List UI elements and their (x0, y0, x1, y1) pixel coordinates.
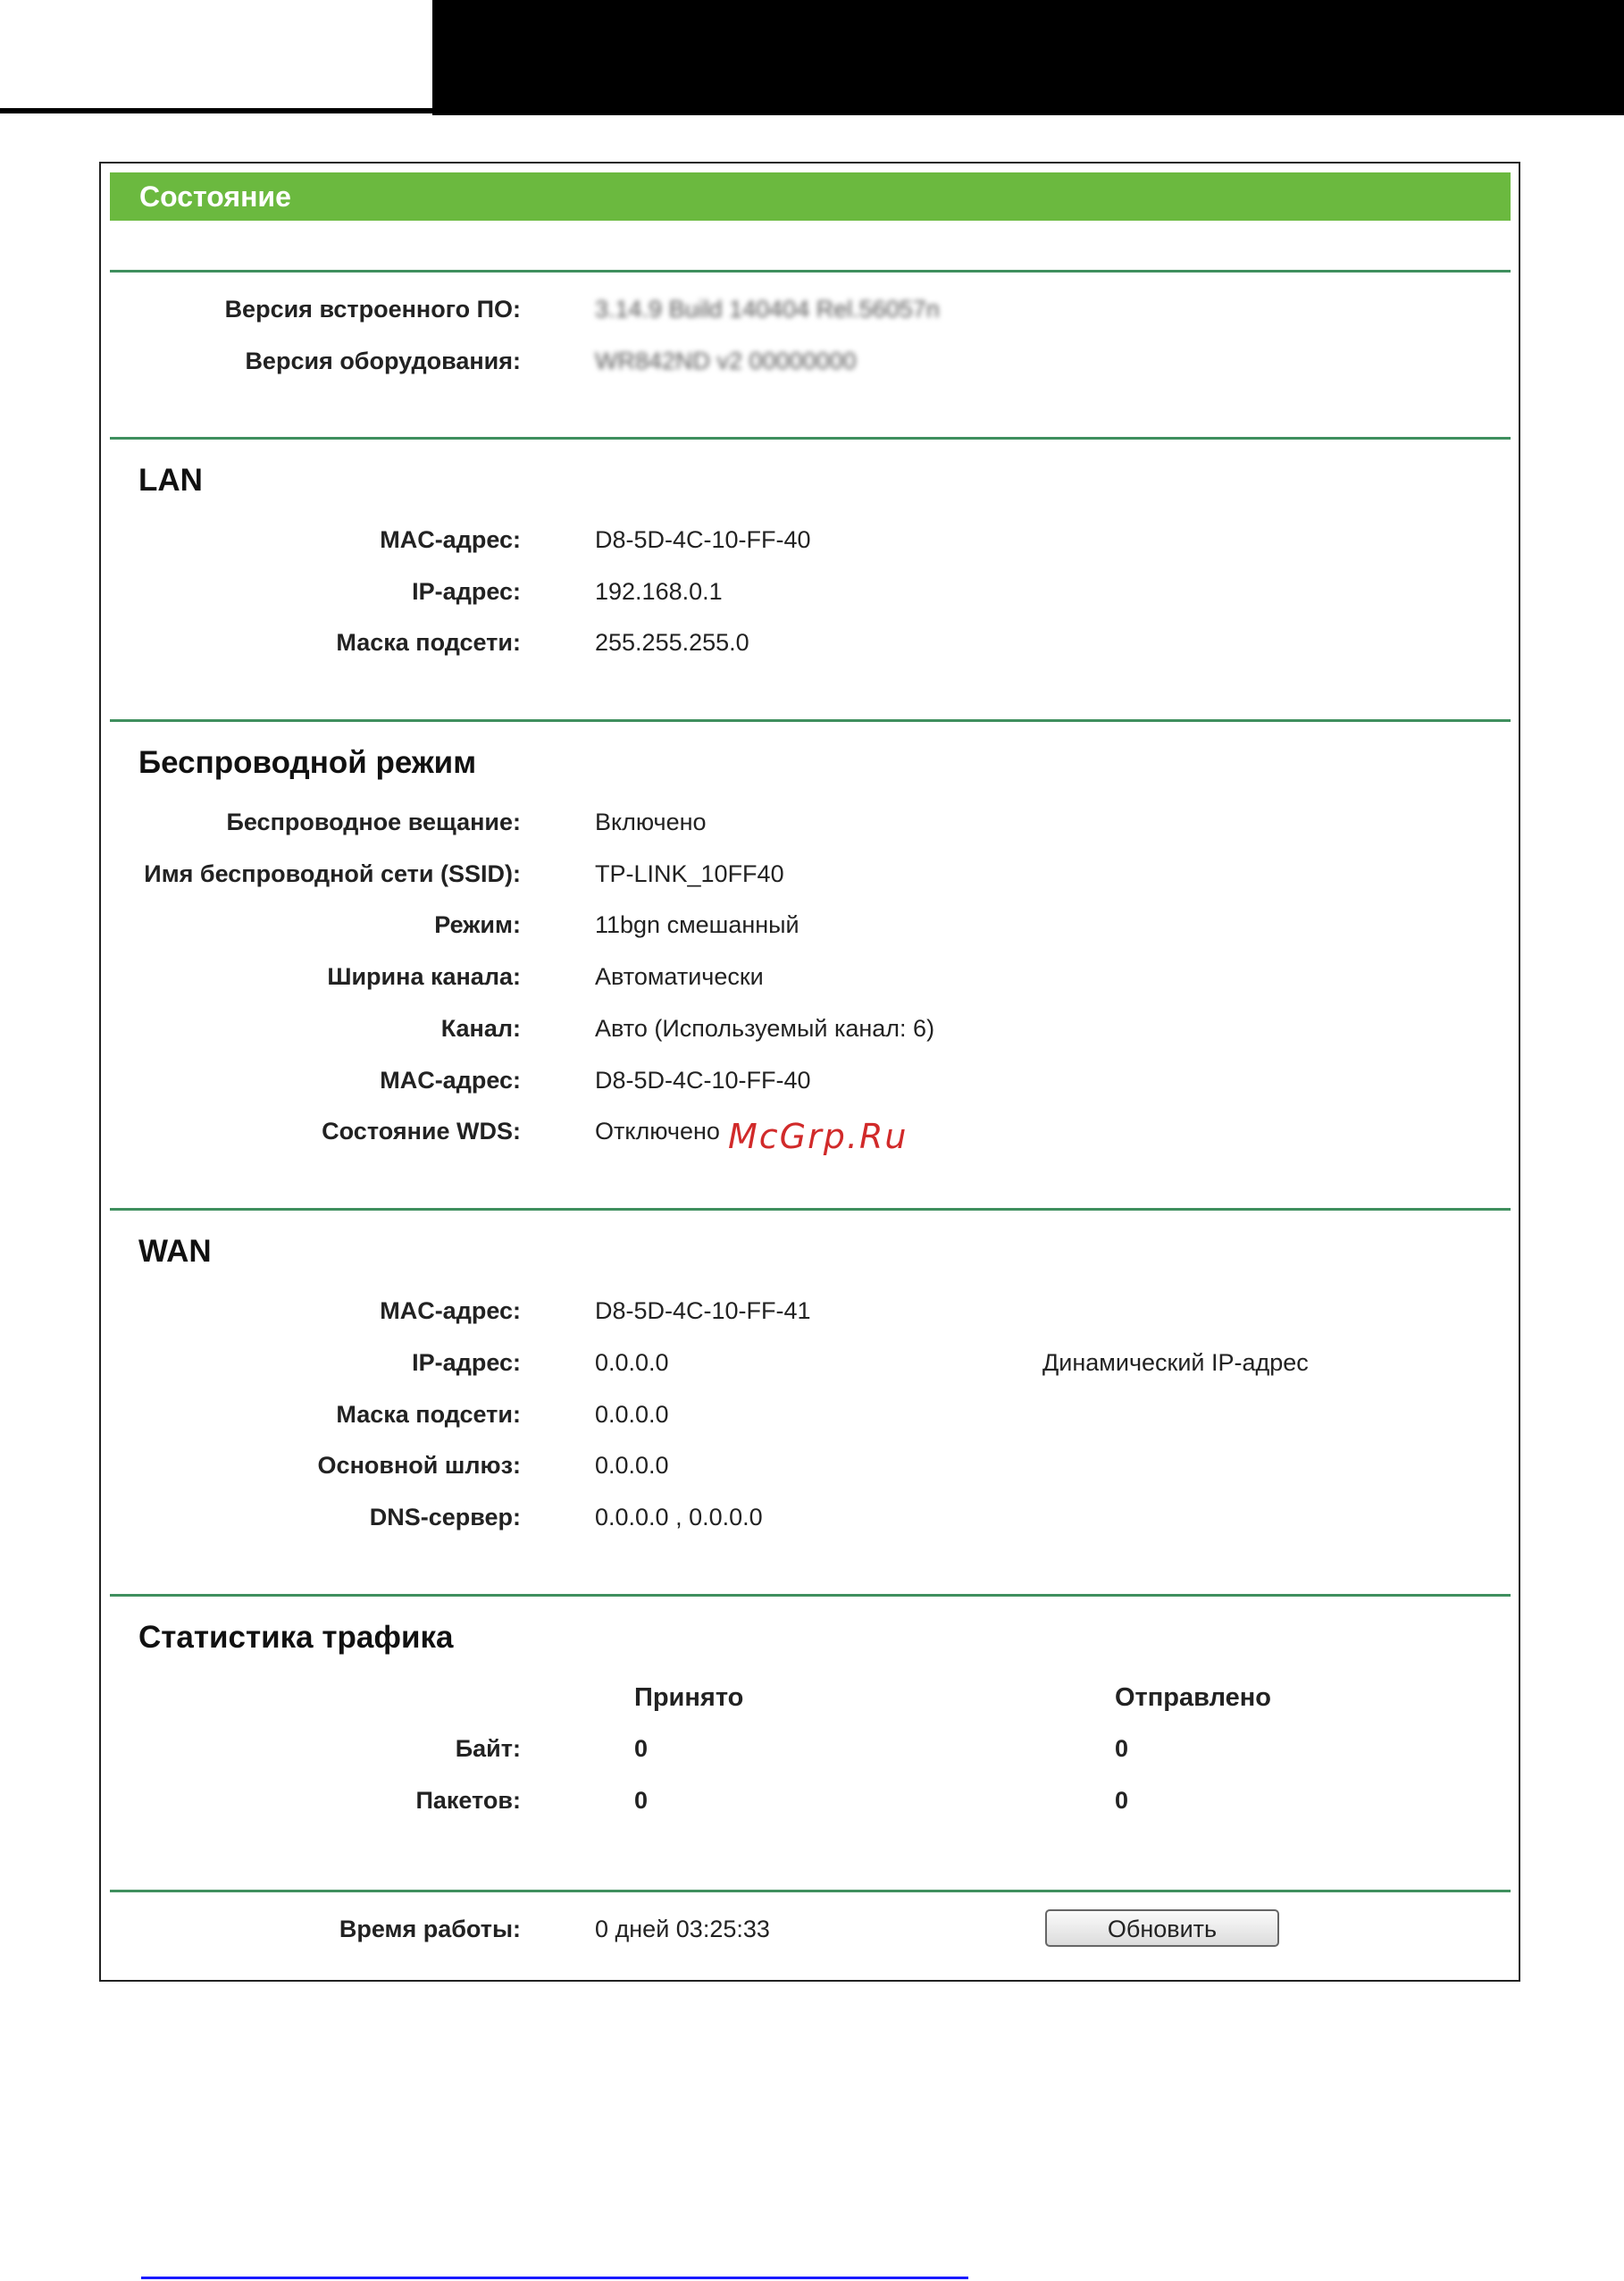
status-panel (99, 162, 1520, 1982)
watermark-text: McGrp.Ru (728, 1117, 908, 1156)
traffic-section-title: Статистика трафика (138, 1620, 454, 1655)
wireless-wds-value: Отключено (595, 1118, 720, 1145)
packets-sent-value: 0 (1115, 1787, 1129, 1814)
wireless-channel-value: Авто (Используемый канал: 6) (595, 1015, 935, 1042)
wan-dns-value: 0.0.0.0 , 0.0.0.0 (595, 1504, 763, 1530)
lan-ip-label: IP-адрес: (412, 578, 521, 605)
wan-ip-type: Динамический IP-адрес (1042, 1349, 1309, 1376)
wireless-channel-width-value: Автоматически (595, 963, 764, 990)
sent-column-header: Отправлено (1115, 1683, 1271, 1712)
lan-mac-label: MAC-адрес: (380, 526, 521, 553)
received-column-header: Принято (634, 1683, 744, 1712)
header-left-block (0, 0, 432, 113)
hardware-version-label: Версия оборудования: (245, 348, 521, 374)
firmware-version-value: 3.14.9 Build 140404 Rel.56057n (595, 296, 940, 323)
status-title: Состояние (110, 172, 1511, 221)
wan-mac-label: MAC-адрес: (380, 1297, 521, 1324)
hardware-version-value: WR842ND v2 00000000 (595, 348, 857, 374)
firmware-version-label: Версия встроенного ПО: (224, 296, 521, 323)
uptime-label: Время работы: (339, 1916, 521, 1942)
wan-section-title: WAN (138, 1234, 212, 1269)
packets-received-value: 0 (634, 1787, 649, 1814)
wan-gateway-value: 0.0.0.0 (595, 1452, 669, 1479)
lan-mac-value: D8-5D-4C-10-FF-40 (595, 526, 811, 553)
wan-gateway-label: Основной шлюз: (317, 1452, 521, 1479)
wireless-section-title: Беспроводной режим (138, 745, 477, 780)
uptime-value: 0 дней 03:25:33 (595, 1916, 770, 1942)
header-black-bar (432, 0, 1624, 115)
wan-ip-label: IP-адрес: (412, 1349, 521, 1376)
wireless-broadcast-label: Беспроводное вещание: (226, 809, 521, 835)
wan-mask-label: Маска подсети: (336, 1401, 521, 1428)
wireless-channel-label: Канал: (440, 1015, 521, 1042)
refresh-button[interactable]: Обновить (1045, 1909, 1279, 1947)
wireless-mac-label: MAC-адрес: (380, 1067, 521, 1094)
wan-ip-value: 0.0.0.0 (595, 1349, 669, 1376)
section-divider (110, 1890, 1511, 1892)
wan-mask-value: 0.0.0.0 (595, 1401, 669, 1428)
wireless-broadcast-value: Включено (595, 809, 707, 835)
wireless-ssid-value: TP-LINK_10FF40 (595, 860, 784, 887)
wireless-channel-width-label: Ширина канала: (327, 963, 521, 990)
bytes-sent-value: 0 (1115, 1735, 1129, 1762)
bottom-link-underline[interactable] (141, 2277, 968, 2279)
wireless-mode-label: Режим: (434, 911, 521, 938)
bytes-label: Байт: (455, 1735, 521, 1762)
packets-label: Пакетов: (415, 1787, 521, 1814)
wireless-wds-label: Состояние WDS: (322, 1118, 521, 1145)
wireless-mode-value: 11bgn смешанный (595, 911, 799, 938)
lan-mask-value: 255.255.255.0 (595, 629, 749, 656)
wireless-ssid-label: Имя беспроводной сети (SSID): (144, 860, 521, 887)
section-divider (110, 270, 1511, 273)
lan-section-title: LAN (138, 463, 203, 498)
wan-mac-value: D8-5D-4C-10-FF-41 (595, 1297, 811, 1324)
bytes-received-value: 0 (634, 1735, 649, 1762)
wan-dns-label: DNS-сервер: (369, 1504, 521, 1530)
wireless-mac-value: D8-5D-4C-10-FF-40 (595, 1067, 811, 1094)
section-divider (110, 1208, 1511, 1211)
lan-mask-label: Маска подсети: (336, 629, 521, 656)
lan-ip-value: 192.168.0.1 (595, 578, 723, 605)
section-divider (110, 719, 1511, 722)
section-divider (110, 1594, 1511, 1597)
section-divider (110, 437, 1511, 440)
